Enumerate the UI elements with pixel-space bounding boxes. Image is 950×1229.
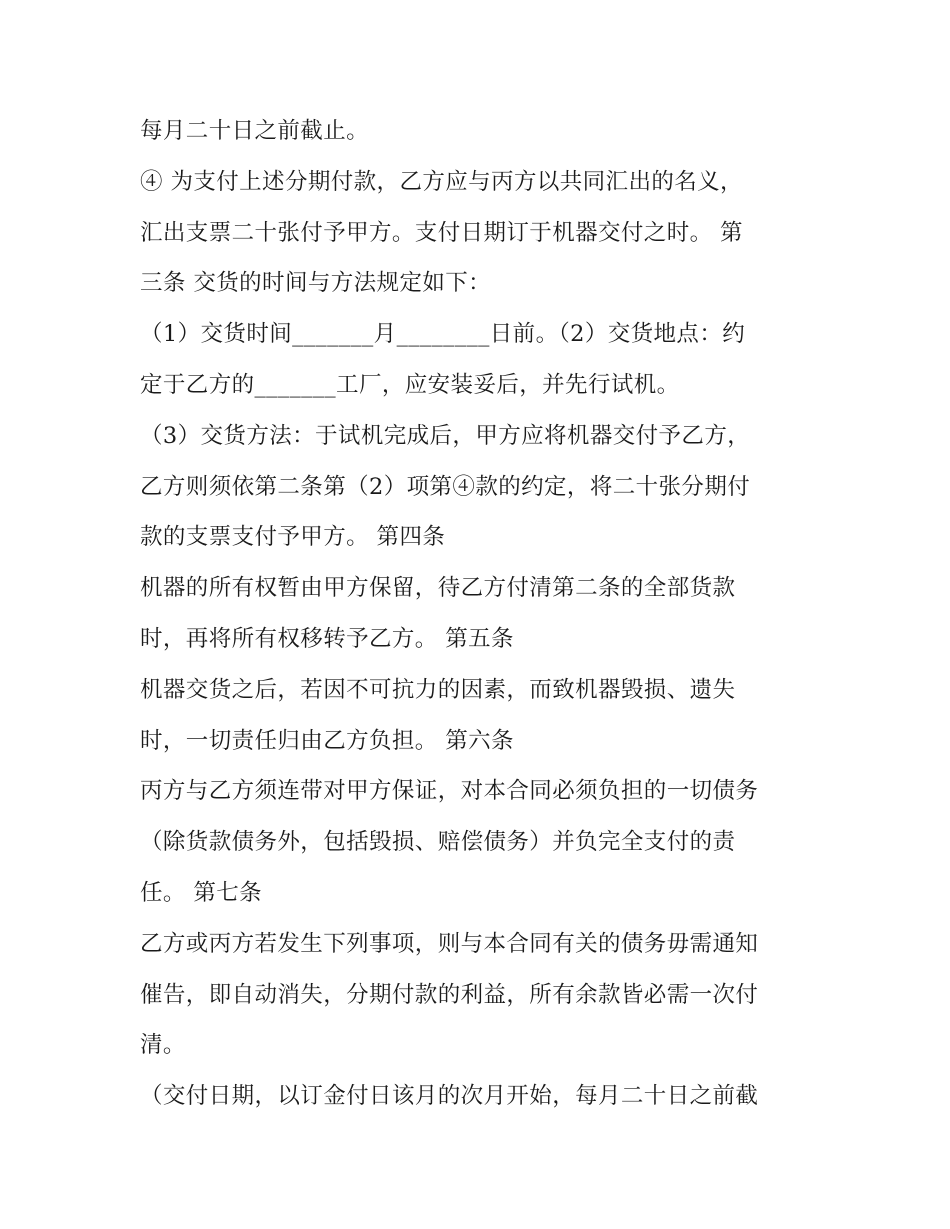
- text-line: 定于乙方的_______工厂，应安装妥后，并先行试机。: [140, 371, 680, 398]
- text-line: 清。: [140, 1032, 186, 1059]
- text-line: 汇出支票二十张付予甲方。支付日期订于机器交付之时。 第: [140, 219, 743, 246]
- text-line: （1）交货时间_______月________日前。（2）交货地点：约: [140, 321, 746, 348]
- text-line: （交付日期，以订金付日该月的次月开始，每月二十日之前截: [140, 1083, 759, 1110]
- text-line: ④ 为支付上述分期付款，乙方应与丙方以共同汇出的名义，: [140, 168, 743, 195]
- text-line: 丙方与乙方须连带对甲方保证，对本合同必须负担的一切债务: [140, 778, 759, 805]
- text-line: 乙方则须依第二条第（2）项第④款的约定，将二十张分期付: [140, 473, 751, 500]
- text-line: 时，再将所有权移转予乙方。 第五条: [140, 625, 514, 652]
- text-line: 款的支票支付予甲方。 第四条: [140, 524, 446, 551]
- text-line: 每月二十日之前截止。: [140, 118, 370, 144]
- text-line: 任。 第七条: [140, 879, 263, 906]
- text-line: 三条 交货的时间与方法规定如下：: [140, 270, 492, 297]
- text-line: 时，一切责任归由乙方负担。 第六条: [140, 727, 514, 754]
- text-line: （3）交货方法：于试机完成后，甲方应将机器交付予乙方，: [140, 422, 751, 449]
- text-line: 乙方或丙方若发生下列事项，则与本合同有关的债务毋需通知: [140, 930, 759, 957]
- text-line: 机器的所有权暂由甲方保留，待乙方付清第二条的全部货款: [140, 575, 736, 602]
- text-line: 催告，即自动消失，分期付款的利益，所有余款皆必需一次付: [140, 981, 759, 1008]
- text-line: （除货款债务外，包括毁损、赔偿债务）并负完全支付的责: [140, 829, 736, 856]
- text-line: 机器交货之后，若因不可抗力的因素，而致机器毁损、遗失: [140, 676, 736, 703]
- contract-text: [140, 106, 830, 1122]
